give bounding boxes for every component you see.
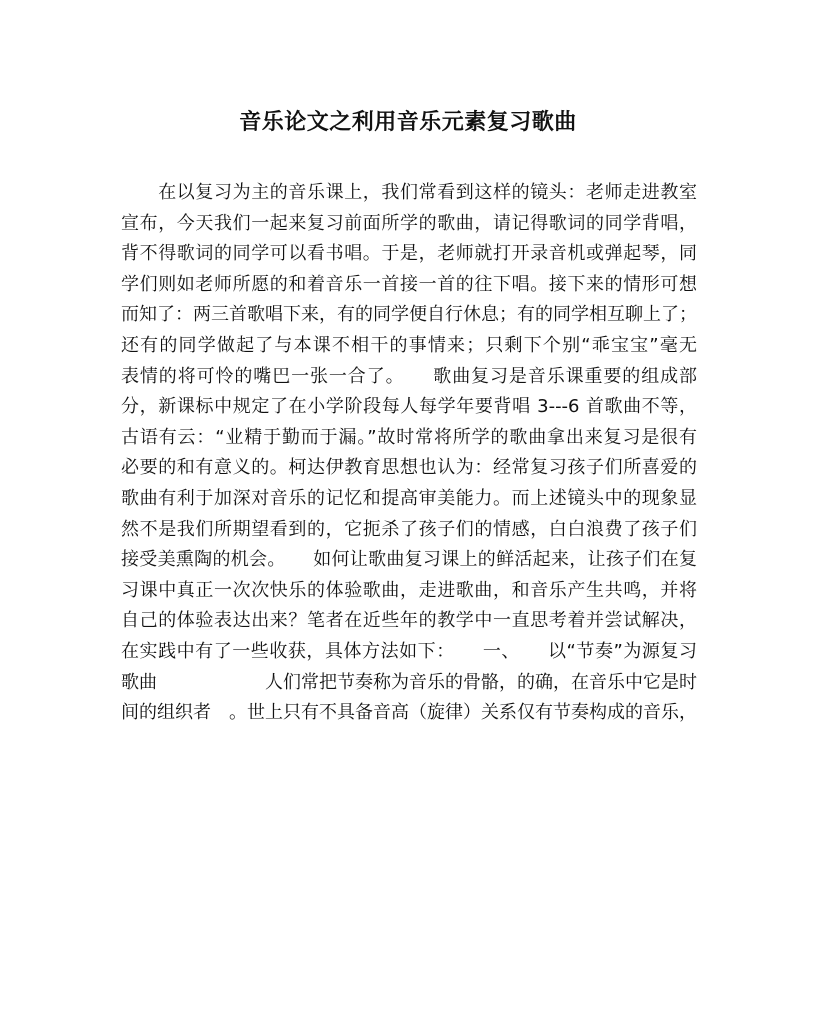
body-line: 而知了：两三首歌唱下来，有的同学便自行休息；有的同学相互聊上了； bbox=[121, 304, 697, 326]
body-line: 分，新课标中规定了在小学阶段每人每学年要背唱 3---6 首歌曲不等， bbox=[121, 396, 697, 418]
body-line: 歌曲有利于加深对音乐的记忆和提高审美能力。而上述镜头中的现象显 bbox=[121, 487, 697, 509]
body-line: 表情的将可怜的嘴巴一张一合了。 歌曲复习是音乐课重要的组成部 bbox=[121, 365, 697, 387]
body-line: 学们则如老师所愿的和着音乐一首接一首的往下唱。接下来的情形可想 bbox=[121, 273, 697, 295]
body-line: 歌曲 人们常把节奏称为音乐的骨骼，的确，在音乐中它是时 bbox=[121, 671, 697, 693]
article-body bbox=[121, 178, 697, 729]
body-line: 习课中真正一次次快乐的体验歌曲，走进歌曲，和音乐产生共鸣，并将 bbox=[121, 579, 697, 601]
body-line: 自己的体验表达出来？笔者在近些年的教学中一直思考着并尝试解决， bbox=[121, 610, 697, 632]
body-line: 宣布，今天我们一起来复习前面所学的歌曲，请记得歌词的同学背唱， bbox=[121, 212, 697, 234]
body-line: 古语有云：“业精于勤而于漏。”故时常将所学的歌曲拿出来复习是很有 bbox=[121, 426, 697, 448]
page-title: 音乐论文之利用音乐元素复习歌曲 bbox=[239, 109, 577, 135]
body-line: 必要的和有意义的。柯达伊教育思想也认为：经常复习孩子们所喜爱的 bbox=[121, 457, 697, 479]
body-line: 然不是我们所期望看到的，它扼杀了孩子们的情感，白白浪费了孩子们 bbox=[121, 518, 697, 540]
body-line: 在实践中有了一些收获，具体方法如下： 一、 以“节奏”为源复习 bbox=[121, 640, 697, 662]
body-line: 背不得歌词的同学可以看书唱。于是，老师就打开录音机或弹起琴，同 bbox=[121, 243, 697, 265]
body-line: 接受美熏陶的机会。 如何让歌曲复习课上的鲜活起来，让孩子们在复 bbox=[121, 549, 697, 571]
body-line: 还有的同学做起了与本课不相干的事情来；只剩下个别“乖宝宝”毫无 bbox=[121, 334, 697, 356]
body-line: 间的组织者 。世上只有不具备音高（旋律）关系仅有节奏构成的音乐， bbox=[121, 702, 697, 724]
body-line: 在以复习为主的音乐课上，我们常看到这样的镜头：老师走进教室 bbox=[121, 182, 697, 203]
